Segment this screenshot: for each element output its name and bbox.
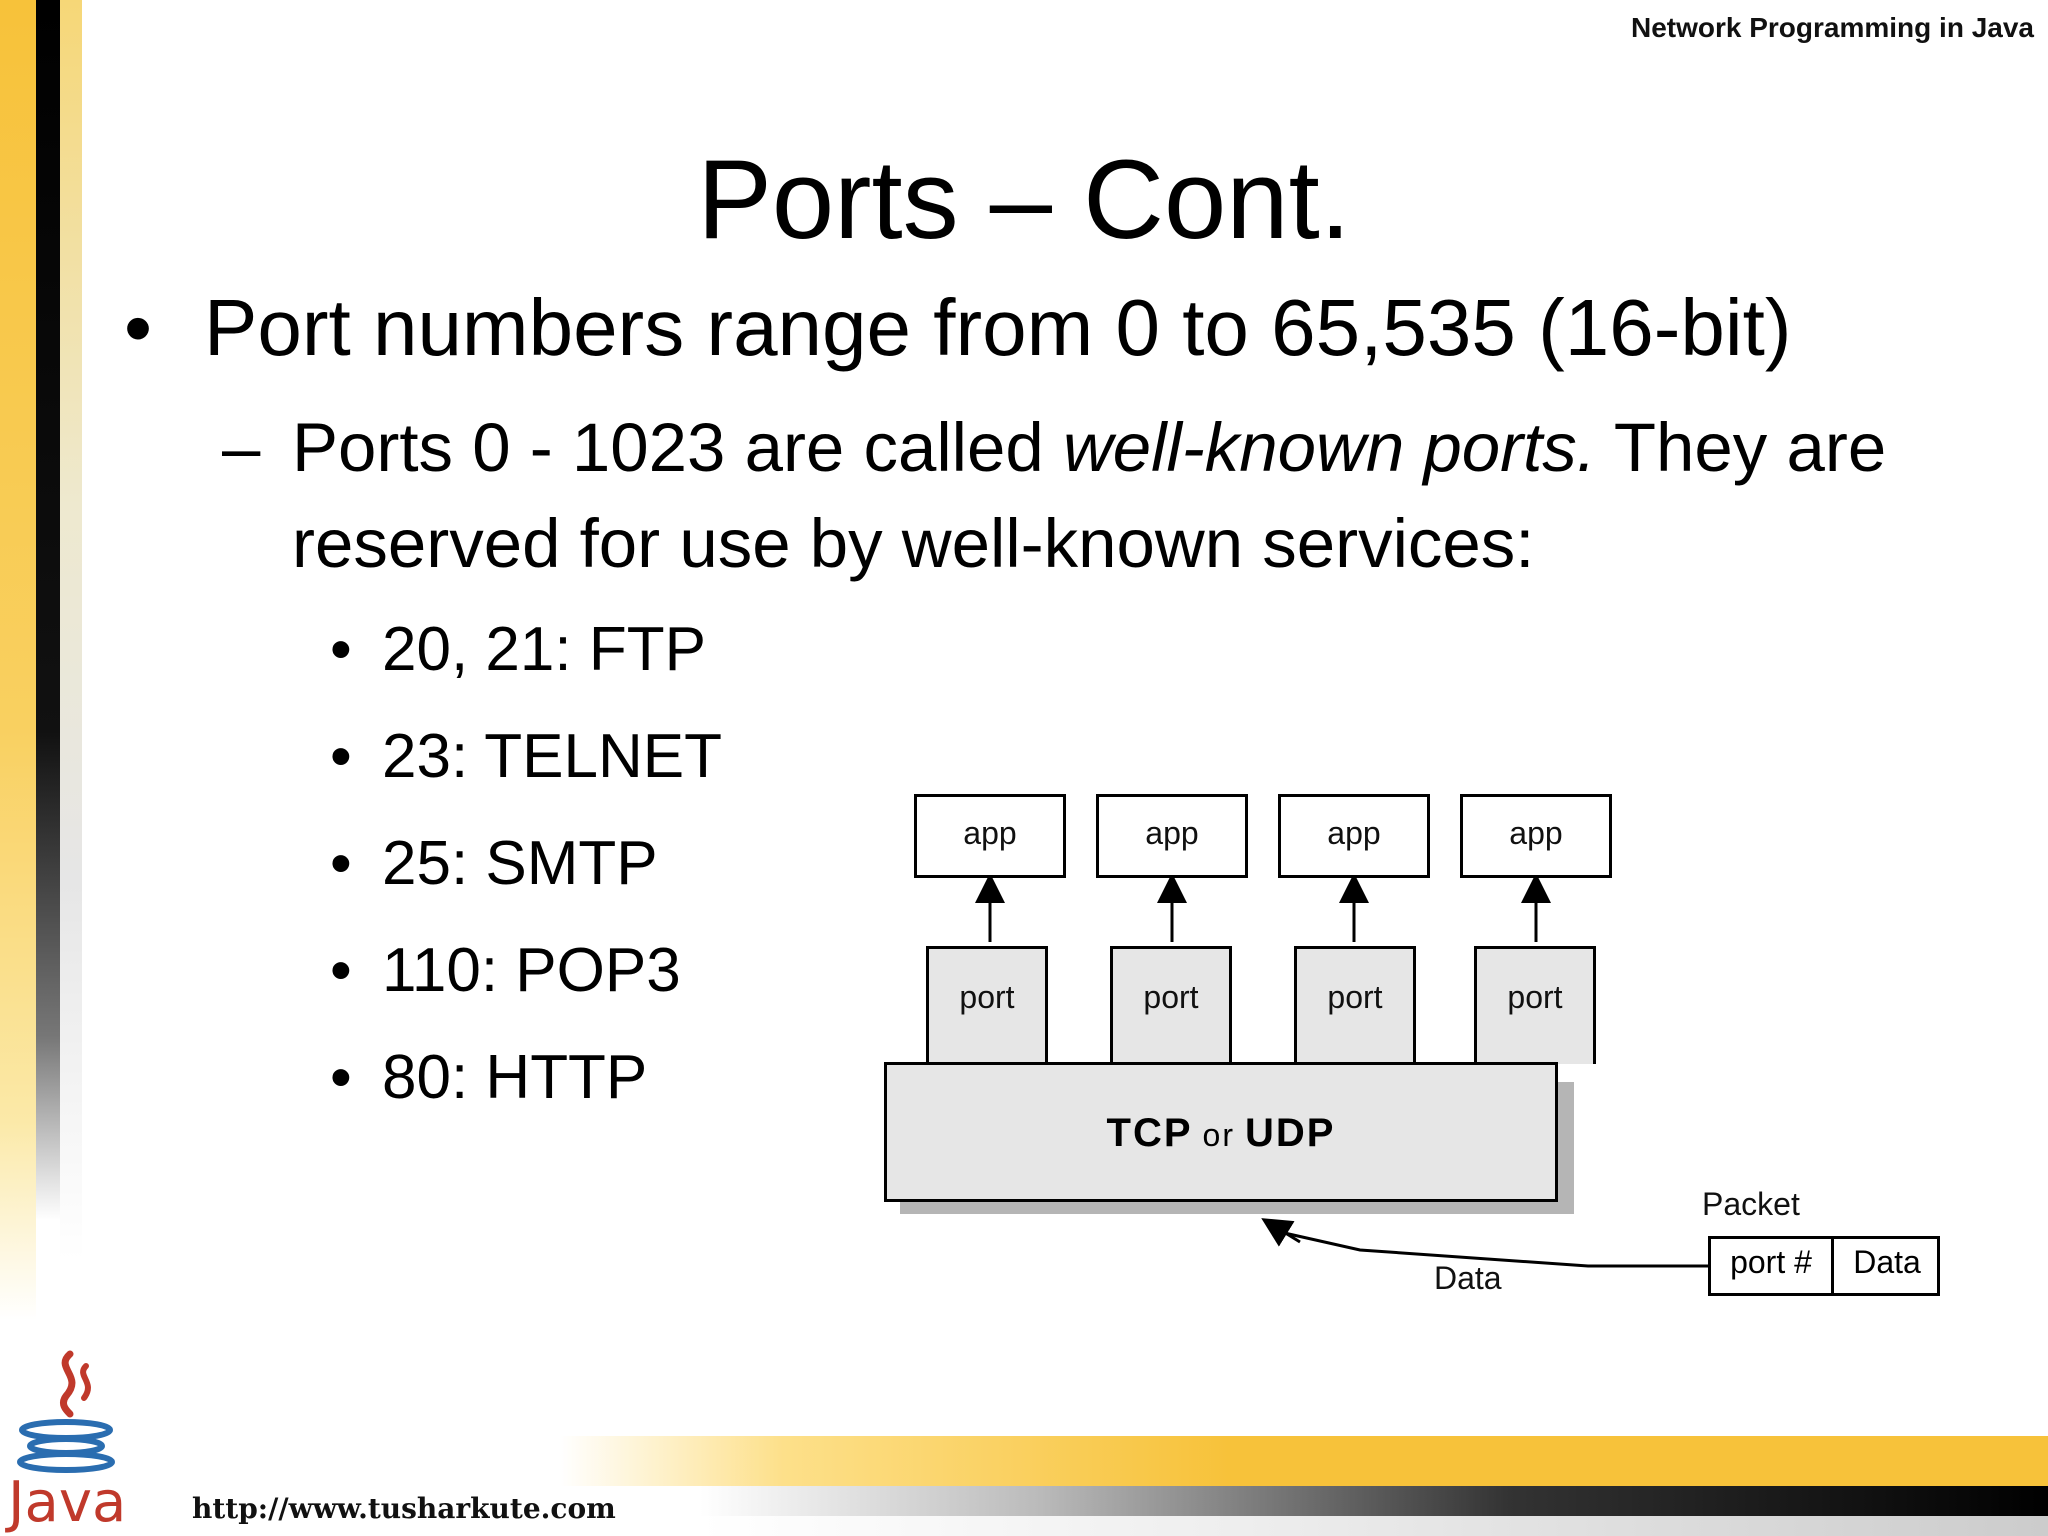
service-label: 110: POP3 xyxy=(382,936,681,1005)
bullet-marker: • xyxy=(330,722,352,791)
service-label: 20, 21: FTP xyxy=(382,615,706,684)
bottom-decorative-black-band xyxy=(700,1486,2048,1516)
packet-box xyxy=(1708,1236,1940,1296)
bullet-marker: • xyxy=(330,829,352,898)
app-box: app xyxy=(1278,794,1430,878)
service-label: 25: SMTP xyxy=(382,829,658,898)
footer-url: http://www.tusharkute.com xyxy=(192,1492,616,1525)
app-box: app xyxy=(1460,794,1612,878)
ports-diagram xyxy=(880,770,1980,1330)
port-box: port xyxy=(1474,946,1596,1064)
packet-divider xyxy=(1831,1239,1834,1293)
app-box: app xyxy=(914,794,1066,878)
bottom-decorative-yellow-band xyxy=(560,1436,2048,1486)
port-box: port xyxy=(1110,946,1232,1064)
service-label: 23: TELNET xyxy=(382,722,723,791)
slide-title: Ports – Cont. xyxy=(697,137,1351,262)
sub-bullet-text-before: Ports 0 - 1023 are called xyxy=(292,409,1063,486)
udp-label: UDP xyxy=(1245,1111,1336,1155)
port-box: port xyxy=(1294,946,1416,1064)
header-title: Network Programming in Java xyxy=(1630,12,2034,43)
service-label: 80: HTTP xyxy=(382,1043,648,1112)
bullet-marker: • xyxy=(330,936,352,1005)
bottom-decorative-grey-band xyxy=(700,1516,2048,1536)
packet-port-field: port # xyxy=(1730,1244,1812,1280)
sub-bullet-emphasis: well-known ports. xyxy=(1062,409,1596,486)
port-box: port xyxy=(926,946,1048,1064)
packet-label: Packet xyxy=(1702,1186,1800,1222)
packet-data-field: Data xyxy=(1853,1244,1921,1280)
tcp-label: TCP xyxy=(1106,1111,1193,1155)
java-logo-text: Java xyxy=(8,1470,127,1535)
bullet-marker: • xyxy=(124,283,153,372)
sub-bullet-text xyxy=(292,400,1892,592)
bullet-marker: • xyxy=(330,615,352,684)
transport-layer-box xyxy=(884,1062,1558,1202)
data-label: Data xyxy=(1434,1260,1502,1296)
sub-bullet-dash: – xyxy=(222,409,261,486)
or-label: or xyxy=(1202,1117,1235,1153)
main-bullet-text: Port numbers range from 0 to 65,535 (16-bit) xyxy=(204,283,1792,372)
bullet-marker: • xyxy=(330,1043,352,1112)
app-box: app xyxy=(1096,794,1248,878)
sub-bullet-text-after: They are reserved for use by well-known services: xyxy=(292,409,1887,582)
